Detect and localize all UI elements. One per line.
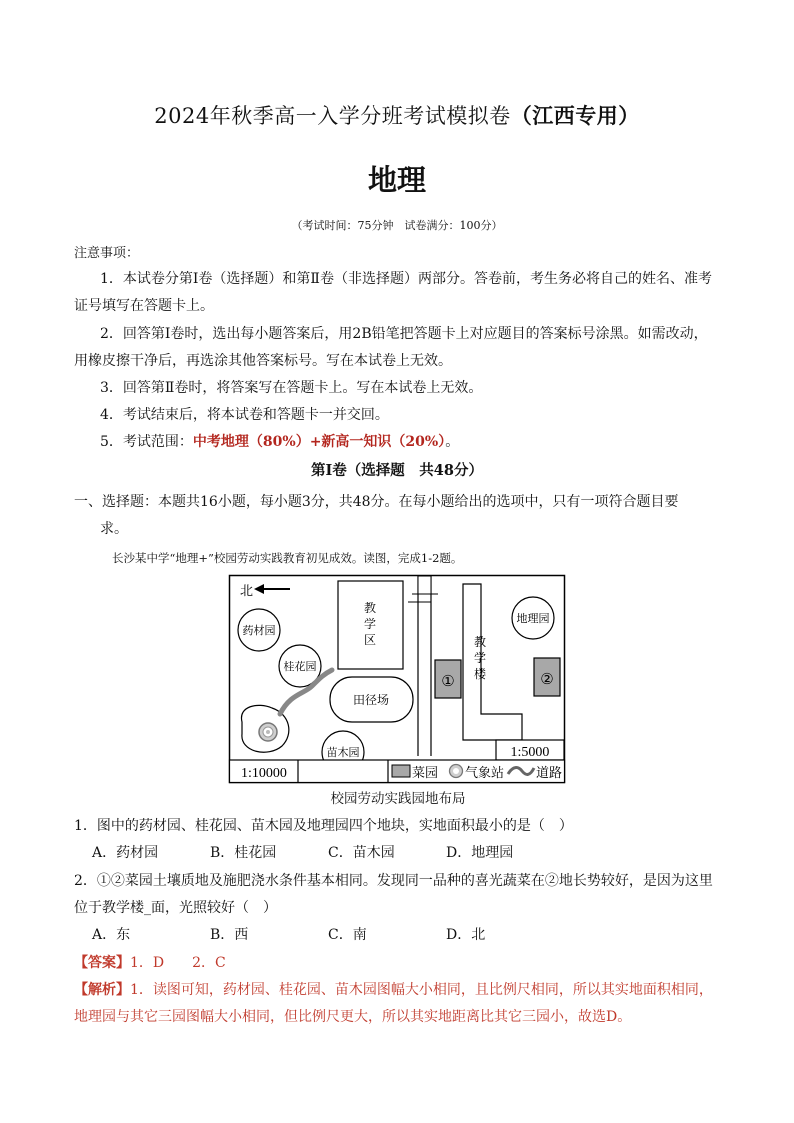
map-caption: 校园劳动实践园地布局 bbox=[330, 791, 466, 807]
weather-station-icon bbox=[259, 723, 277, 741]
section-intro-line-2: 求。 bbox=[100, 521, 128, 537]
note-1-line-1: 1．本试卷分第Ⅰ卷（选择题）和第Ⅱ卷（非选择题）两部分。答卷前，考生务必将自己的姓名、准考 bbox=[100, 271, 712, 287]
map-legend bbox=[392, 765, 562, 782]
section-intro-line-1: 一、选择题：本题共16小题，每小题3分，共48分。在每小题给出的选项中，只有一项符合题目要 bbox=[74, 494, 679, 510]
q1-option-c: C．苗木园 bbox=[328, 845, 395, 861]
analysis-line-2: 地理园与其它三园图幅大小相同，但比例尺更大，所以其实地距离比其它三园小，故选D。 bbox=[74, 1009, 632, 1025]
note-1-line-2: 证号填写在答题卡上。 bbox=[74, 298, 214, 314]
teaching-building-label-1: 教 bbox=[473, 635, 487, 649]
q2-option-a: A．东 bbox=[92, 927, 131, 943]
note-5 bbox=[100, 429, 459, 456]
teaching-building-label-3: 楼 bbox=[473, 667, 487, 681]
subject-title: 地理 bbox=[367, 163, 426, 197]
campus-map bbox=[228, 574, 568, 786]
legend-vegetable-label: 菜园 bbox=[412, 766, 439, 781]
q2-option-d: D．北 bbox=[446, 927, 486, 943]
q1-option-b: B．桂花园 bbox=[210, 845, 277, 861]
teaching-zone-label-1: 教 bbox=[363, 601, 377, 615]
q1-options bbox=[92, 840, 564, 867]
legend-weather-label: 气象站 bbox=[465, 766, 505, 781]
legend-road-label: 道路 bbox=[536, 766, 563, 781]
answer-text: 1．D 2．C bbox=[130, 955, 226, 971]
north-label: 北 bbox=[240, 584, 254, 599]
scale-left: 1:10000 bbox=[241, 766, 287, 781]
track-field-label: 田径场 bbox=[352, 693, 390, 707]
note-2-line-2: 用橡皮擦干净后，再选涂其他答案标号。写在本试卷上无效。 bbox=[74, 353, 452, 369]
analysis-line-1 bbox=[74, 977, 713, 1004]
legend-weather-icon bbox=[450, 765, 463, 778]
note-3: 3．回答第Ⅱ卷时，将答案写在答题卡上。写在本试卷上无效。 bbox=[100, 380, 483, 396]
note-4: 4．考试结束后，将本试卷和答题卡一并交回。 bbox=[100, 407, 389, 423]
exam-title-region: （江西专用） bbox=[510, 103, 640, 128]
note-5-suffix: 。 bbox=[445, 434, 460, 450]
dili-label: 地理园 bbox=[516, 612, 550, 625]
exam-scope: 中考地理（80%）+新高一知识（20%） bbox=[192, 434, 446, 450]
q1-stem: 1．图中的药材园、桂花园、苗木园及地理园四个地块，实地面积最小的是（ ） bbox=[74, 818, 573, 834]
teaching-building-label-2: 学 bbox=[473, 651, 487, 665]
answer-line bbox=[74, 950, 226, 977]
yaocai-label: 药材园 bbox=[242, 624, 276, 637]
plot-2-label: ② bbox=[540, 670, 554, 688]
teaching-zone-label-2: 学 bbox=[363, 617, 377, 631]
legend-vegetable-icon bbox=[392, 765, 410, 777]
q2-stem-line-1: 2．①②菜园土壤质地及施肥浇水条件基本相同。发现同一品种的喜光蔬菜在②地长势较好，是因为这里 bbox=[74, 873, 713, 889]
plot-1-label: ① bbox=[441, 672, 455, 690]
q1-option-d: D．地理园 bbox=[446, 845, 514, 861]
q2-stem-line-2: 位于教学楼_面，光照较好（ ） bbox=[74, 900, 277, 916]
q2-options bbox=[92, 922, 564, 949]
teaching-zone-label-3: 区 bbox=[363, 633, 377, 647]
analysis-text-1: 1．读图可知，药材园、桂花园、苗木园图幅大小相同，且比例尺相同，所以其实地面积相同， bbox=[130, 982, 713, 998]
guihua-label: 桂花园 bbox=[283, 660, 317, 673]
q2-option-c: C．南 bbox=[328, 927, 367, 943]
answer-label: 【答案】 bbox=[74, 955, 130, 971]
scale-right: 1:5000 bbox=[510, 745, 550, 760]
exam-info: （考试时间：75分钟 试卷满分：100分） bbox=[291, 219, 503, 232]
notes-heading: 注意事项： bbox=[74, 246, 140, 261]
note-5-prefix: 5．考试范围： bbox=[100, 434, 193, 450]
q2-option-b: B．西 bbox=[210, 927, 249, 943]
section-title: 第Ⅰ卷（选择题 共48分） bbox=[311, 462, 483, 479]
analysis-label: 【解析】 bbox=[74, 982, 130, 998]
q1-option-a: A．药材园 bbox=[92, 845, 159, 861]
miaomu-label: 苗木园 bbox=[326, 746, 360, 759]
exam-title-main: 2024年秋季高一入学分班考试模拟卷 bbox=[154, 104, 511, 128]
exam-title bbox=[0, 100, 794, 130]
passage-text: 长沙某中学“地理+”校园劳动实践教育初见成效。读图，完成1-2题。 bbox=[112, 551, 463, 565]
note-2-line-1: 2．回答第Ⅰ卷时，选出每小题答案后，用2B铅笔把答题卡上对应题目的答案标号涂黑。如需改动， bbox=[100, 326, 708, 342]
